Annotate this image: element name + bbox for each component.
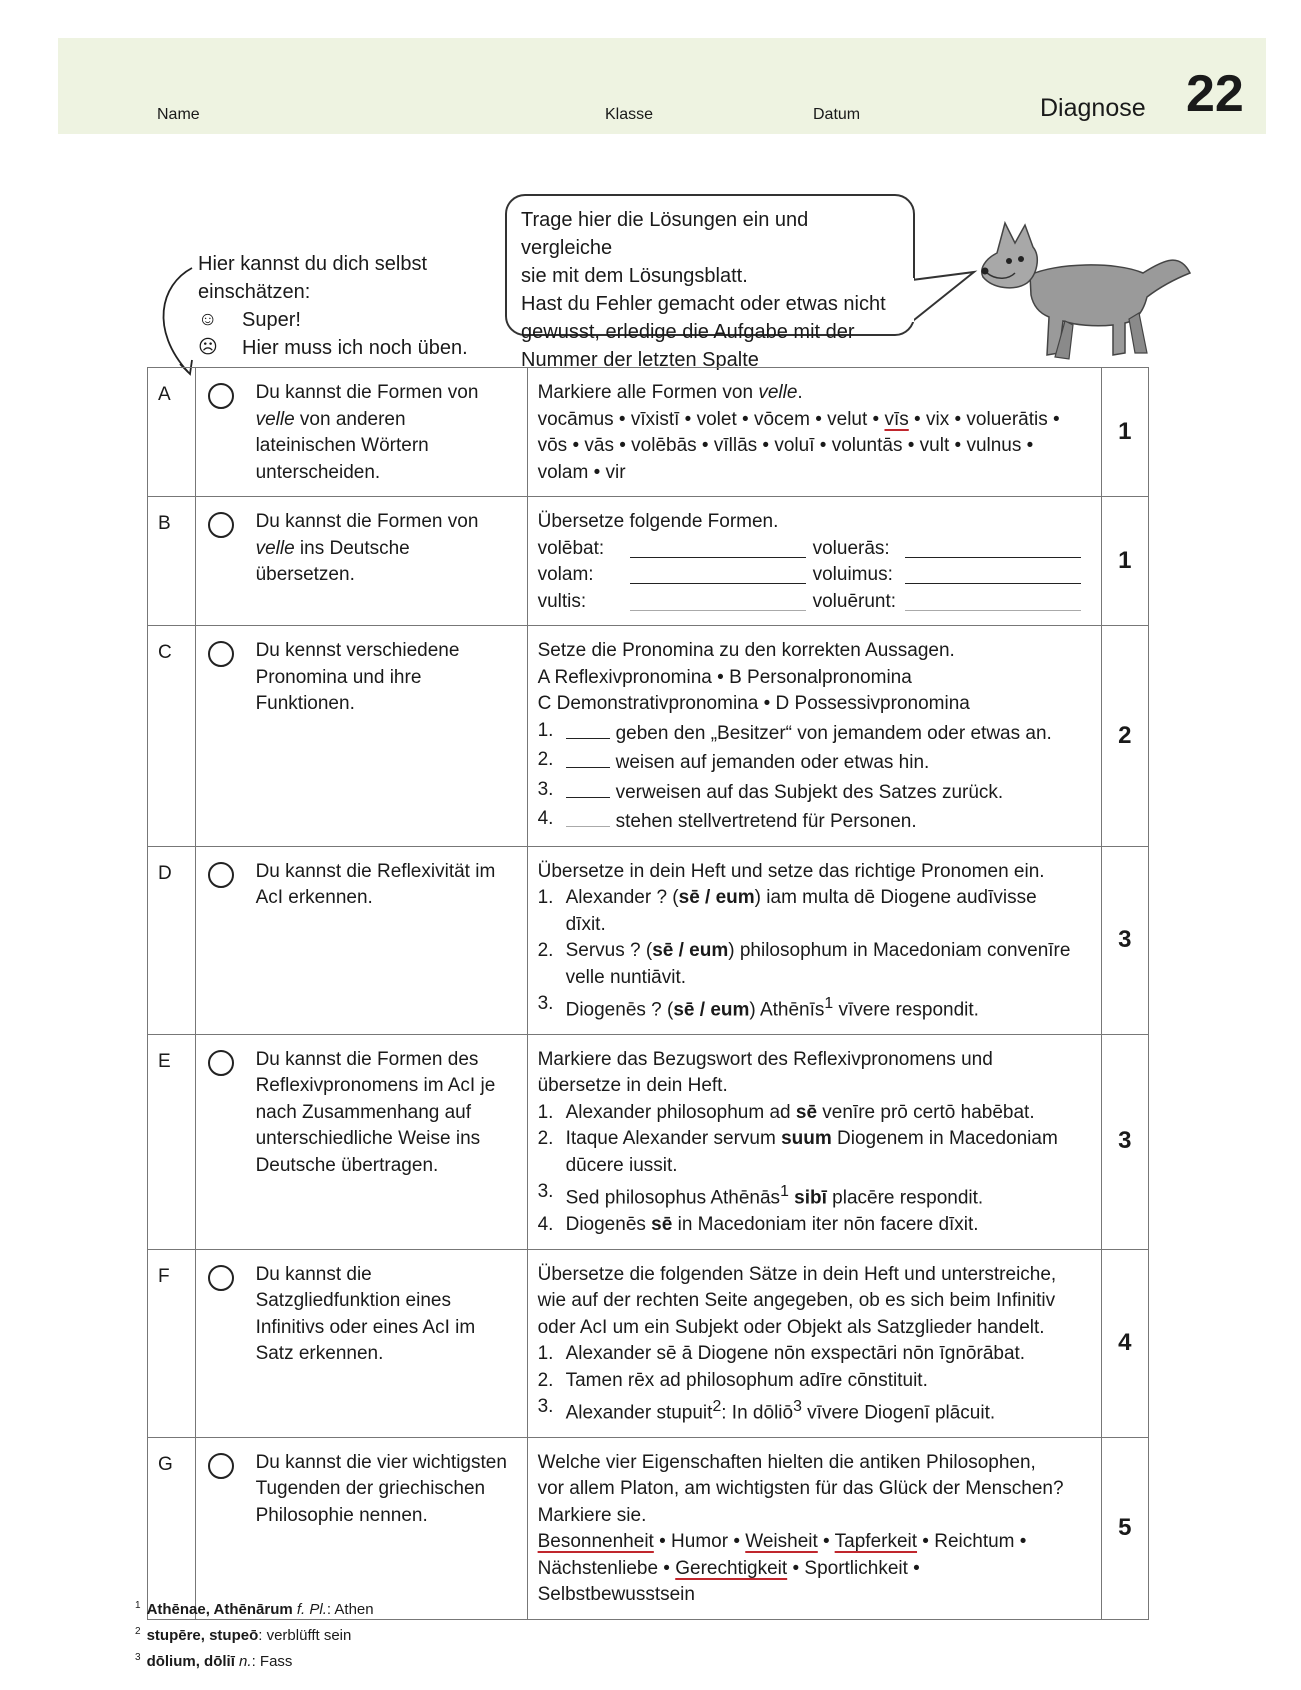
answer-field[interactable] <box>630 589 806 611</box>
frown-icon: ☹ <box>198 337 218 358</box>
exercise-number: 5 <box>1101 1437 1148 1619</box>
marked-word: vīs <box>884 408 909 430</box>
answer-blank[interactable] <box>566 747 610 768</box>
row-description: Du kannst die vier wichtigsten Tugenden der griechischen Philosophie nennen. <box>195 1437 527 1619</box>
table-row <box>148 1034 1149 1249</box>
table-row <box>148 1437 1149 1619</box>
row-letter: D <box>148 846 196 1034</box>
answer-field[interactable] <box>905 562 1081 584</box>
footnotes <box>135 1595 374 1673</box>
self-assessment-line: einschätzen: <box>198 281 311 303</box>
wolf-illustration-icon <box>975 213 1195 363</box>
footnote: $^3$ dōlium, dōliī n.: Fass <box>135 1652 293 1670</box>
footnote: $^1$ Athēnae, Athēnārum f. Pl.: Athen <box>135 1600 374 1618</box>
row-letter: C <box>148 626 196 847</box>
answer-field[interactable] <box>630 562 806 584</box>
bubble-line: Trage hier die Lösungen ein und vergleiche <box>521 209 809 259</box>
marked-word: Gerechtigkeit <box>675 1557 788 1579</box>
row-description: Du kannst die Formen von velle von anderen lateinischen Wörtern unterscheiden. <box>195 368 527 497</box>
self-check-circle[interactable] <box>208 1453 234 1479</box>
bubble-line: Hast du Fehler gemacht oder etwas nicht <box>521 293 886 315</box>
answer-field[interactable] <box>630 536 806 558</box>
page-number: 22 <box>1186 65 1244 123</box>
exercise-number: 2 <box>1101 626 1148 847</box>
speech-bubble <box>505 194 915 371</box>
self-assessment-line: Hier kannst du dich selbst <box>198 253 428 275</box>
self-check-circle[interactable] <box>208 383 234 409</box>
row-task: Übersetze folgende Formen. volēbat: voluerās: volam: voluimus: vultis: voluērunt: <box>527 497 1101 626</box>
answer-blank[interactable] <box>566 806 610 827</box>
answer-blank[interactable] <box>566 718 610 739</box>
name-label: Name <box>157 106 200 123</box>
curved-arrow-icon <box>150 260 210 380</box>
answer-field[interactable] <box>905 589 1081 611</box>
row-task: Setze die Pronomina zu den korrekten Aussagen. A Reflexivpronomina • B Personalpronomina C Demonstrativpronomina • D Possessivpronomina 1. geben den „Besitzer“ von jemandem oder etwas an. 2. weisen auf jemanden oder etwas hin. 3. verweisen auf das Subjekt des Satzes zurück. 4. stehen stellvertretend für Personen. <box>527 626 1101 847</box>
bubble-line: gewusst, erledige die Aufgabe mit der <box>521 321 855 343</box>
exercise-number: 1 <box>1101 368 1148 497</box>
row-letter: F <box>148 1249 196 1437</box>
row-letter: B <box>148 497 196 626</box>
row-task: Markiere das Bezugswort des Reflexivpronomens und übersetze in dein Heft. 1. Alexander philosophum ad sē venīre prō certō habēbat. 2. Itaque Alexander servum suum Diogenem in Macedoniam dūcere iussit. 3. Sed philosophus Athēnās$^1$ sibī placēre respondit. 4. Diogenēs sē in Macedoniam iter nōn facere dīxit. <box>527 1034 1101 1249</box>
row-description: Du kannst die Formen von velle ins Deutsche übersetzen. <box>195 497 527 626</box>
bubble-tail <box>910 270 980 340</box>
klasse-label: Klasse <box>605 106 654 123</box>
self-check-circle[interactable] <box>208 641 234 667</box>
diagnose-title: Diagnose <box>1040 94 1146 122</box>
answer-blank[interactable] <box>566 777 610 798</box>
exercise-number: 4 <box>1101 1249 1148 1437</box>
table-row <box>148 846 1149 1034</box>
smile-icon: ☺ <box>198 309 218 330</box>
exercise-number: 1 <box>1101 497 1148 626</box>
table-row <box>148 497 1149 626</box>
self-check-circle[interactable] <box>208 862 234 888</box>
row-description: Du kannst die Formen des Reflexivpronomens im AcI je nach Zusammenhang auf unterschiedliche Weise ins Deutsche übertragen. <box>195 1034 527 1249</box>
self-check-circle[interactable] <box>208 1050 234 1076</box>
exercise-number: 3 <box>1101 846 1148 1034</box>
diagnosis-table <box>147 367 1149 1620</box>
table-row <box>148 368 1149 497</box>
row-letter: A <box>148 368 196 497</box>
marked-word: Tapferkeit <box>834 1531 918 1553</box>
marked-word: Weisheit <box>745 1531 818 1553</box>
row-description: Du kannst die Reflexivität im AcI erkennen. <box>195 846 527 1034</box>
bubble-line: Nummer der letzten Spalte <box>521 349 759 371</box>
row-task: Übersetze in dein Heft und setze das richtige Pronomen ein. 1. Alexander ? (sē / eum) iam multa dē Diogene audīvisse dīxit. 2. Servus ? (sē / eum) philosophum in Macedoniam convenīre velle nuntiāvit. 3. Diogenēs ? (sē / eum) Athēnīs$^1$ vīvere respondit. <box>527 846 1101 1034</box>
row-letter: G <box>148 1437 196 1619</box>
row-letter: E <box>148 1034 196 1249</box>
table-row <box>148 1249 1149 1437</box>
datum-label: Datum <box>813 106 861 123</box>
exercise-number: 3 <box>1101 1034 1148 1249</box>
bubble-line: sie mit dem Lösungsblatt. <box>521 265 748 287</box>
table-row <box>148 626 1149 847</box>
super-label: Super! <box>242 309 301 331</box>
self-check-circle[interactable] <box>208 1265 234 1291</box>
ueben-label: Hier muss ich noch üben. <box>242 337 468 359</box>
self-assessment-note <box>198 250 468 362</box>
marked-word: Besonnenheit <box>537 1531 654 1553</box>
footnote: $^2$ stupēre, stupeō: verblüfft sein <box>135 1626 352 1644</box>
self-check-circle[interactable] <box>208 512 234 538</box>
row-task: Markiere alle Formen von velle. vocāmus • vīxistī • volet • vōcem • velut • vīs • vix • voluerātis • vōs • vās • volēbās • vīllās • voluī • voluntās • vult • vulnus • volam • vir <box>527 368 1101 497</box>
answer-field[interactable] <box>905 536 1081 558</box>
row-description: Du kennst verschiedene Pronomina und ihre Funktionen. <box>195 626 527 847</box>
row-task: Welche vier Eigenschaften hielten die antiken Philosophen, vor allem Platon, am wichtigsten für das Glück der Menschen? Markiere sie. Besonnenheit • Humor • Weisheit • Tapferkeit • Reichtum • Nächstenliebe • Gerechtigkeit • Sportlichkeit • Selbstbewusstsein <box>527 1437 1101 1619</box>
row-description: Du kannst die Satzgliedfunktion eines Infinitivs oder eines AcI im Satz erkennen. <box>195 1249 527 1437</box>
row-task: Übersetze die folgenden Sätze in dein Heft und unterstreiche, wie auf der rechten Seite angegeben, ob es sich beim Infinitiv oder AcI um ein Subjekt oder Objekt als Satzglieder handelt. 1. Alexander sē ā Diogene nōn exspectāri nōn īgnōrābat. 2. Tamen rēx ad philosophum adīre cōnstituit. 3. Alexander stupuit$^2$: In dōliō$^3$ vīvere Diogenī plācuit. <box>527 1249 1101 1437</box>
